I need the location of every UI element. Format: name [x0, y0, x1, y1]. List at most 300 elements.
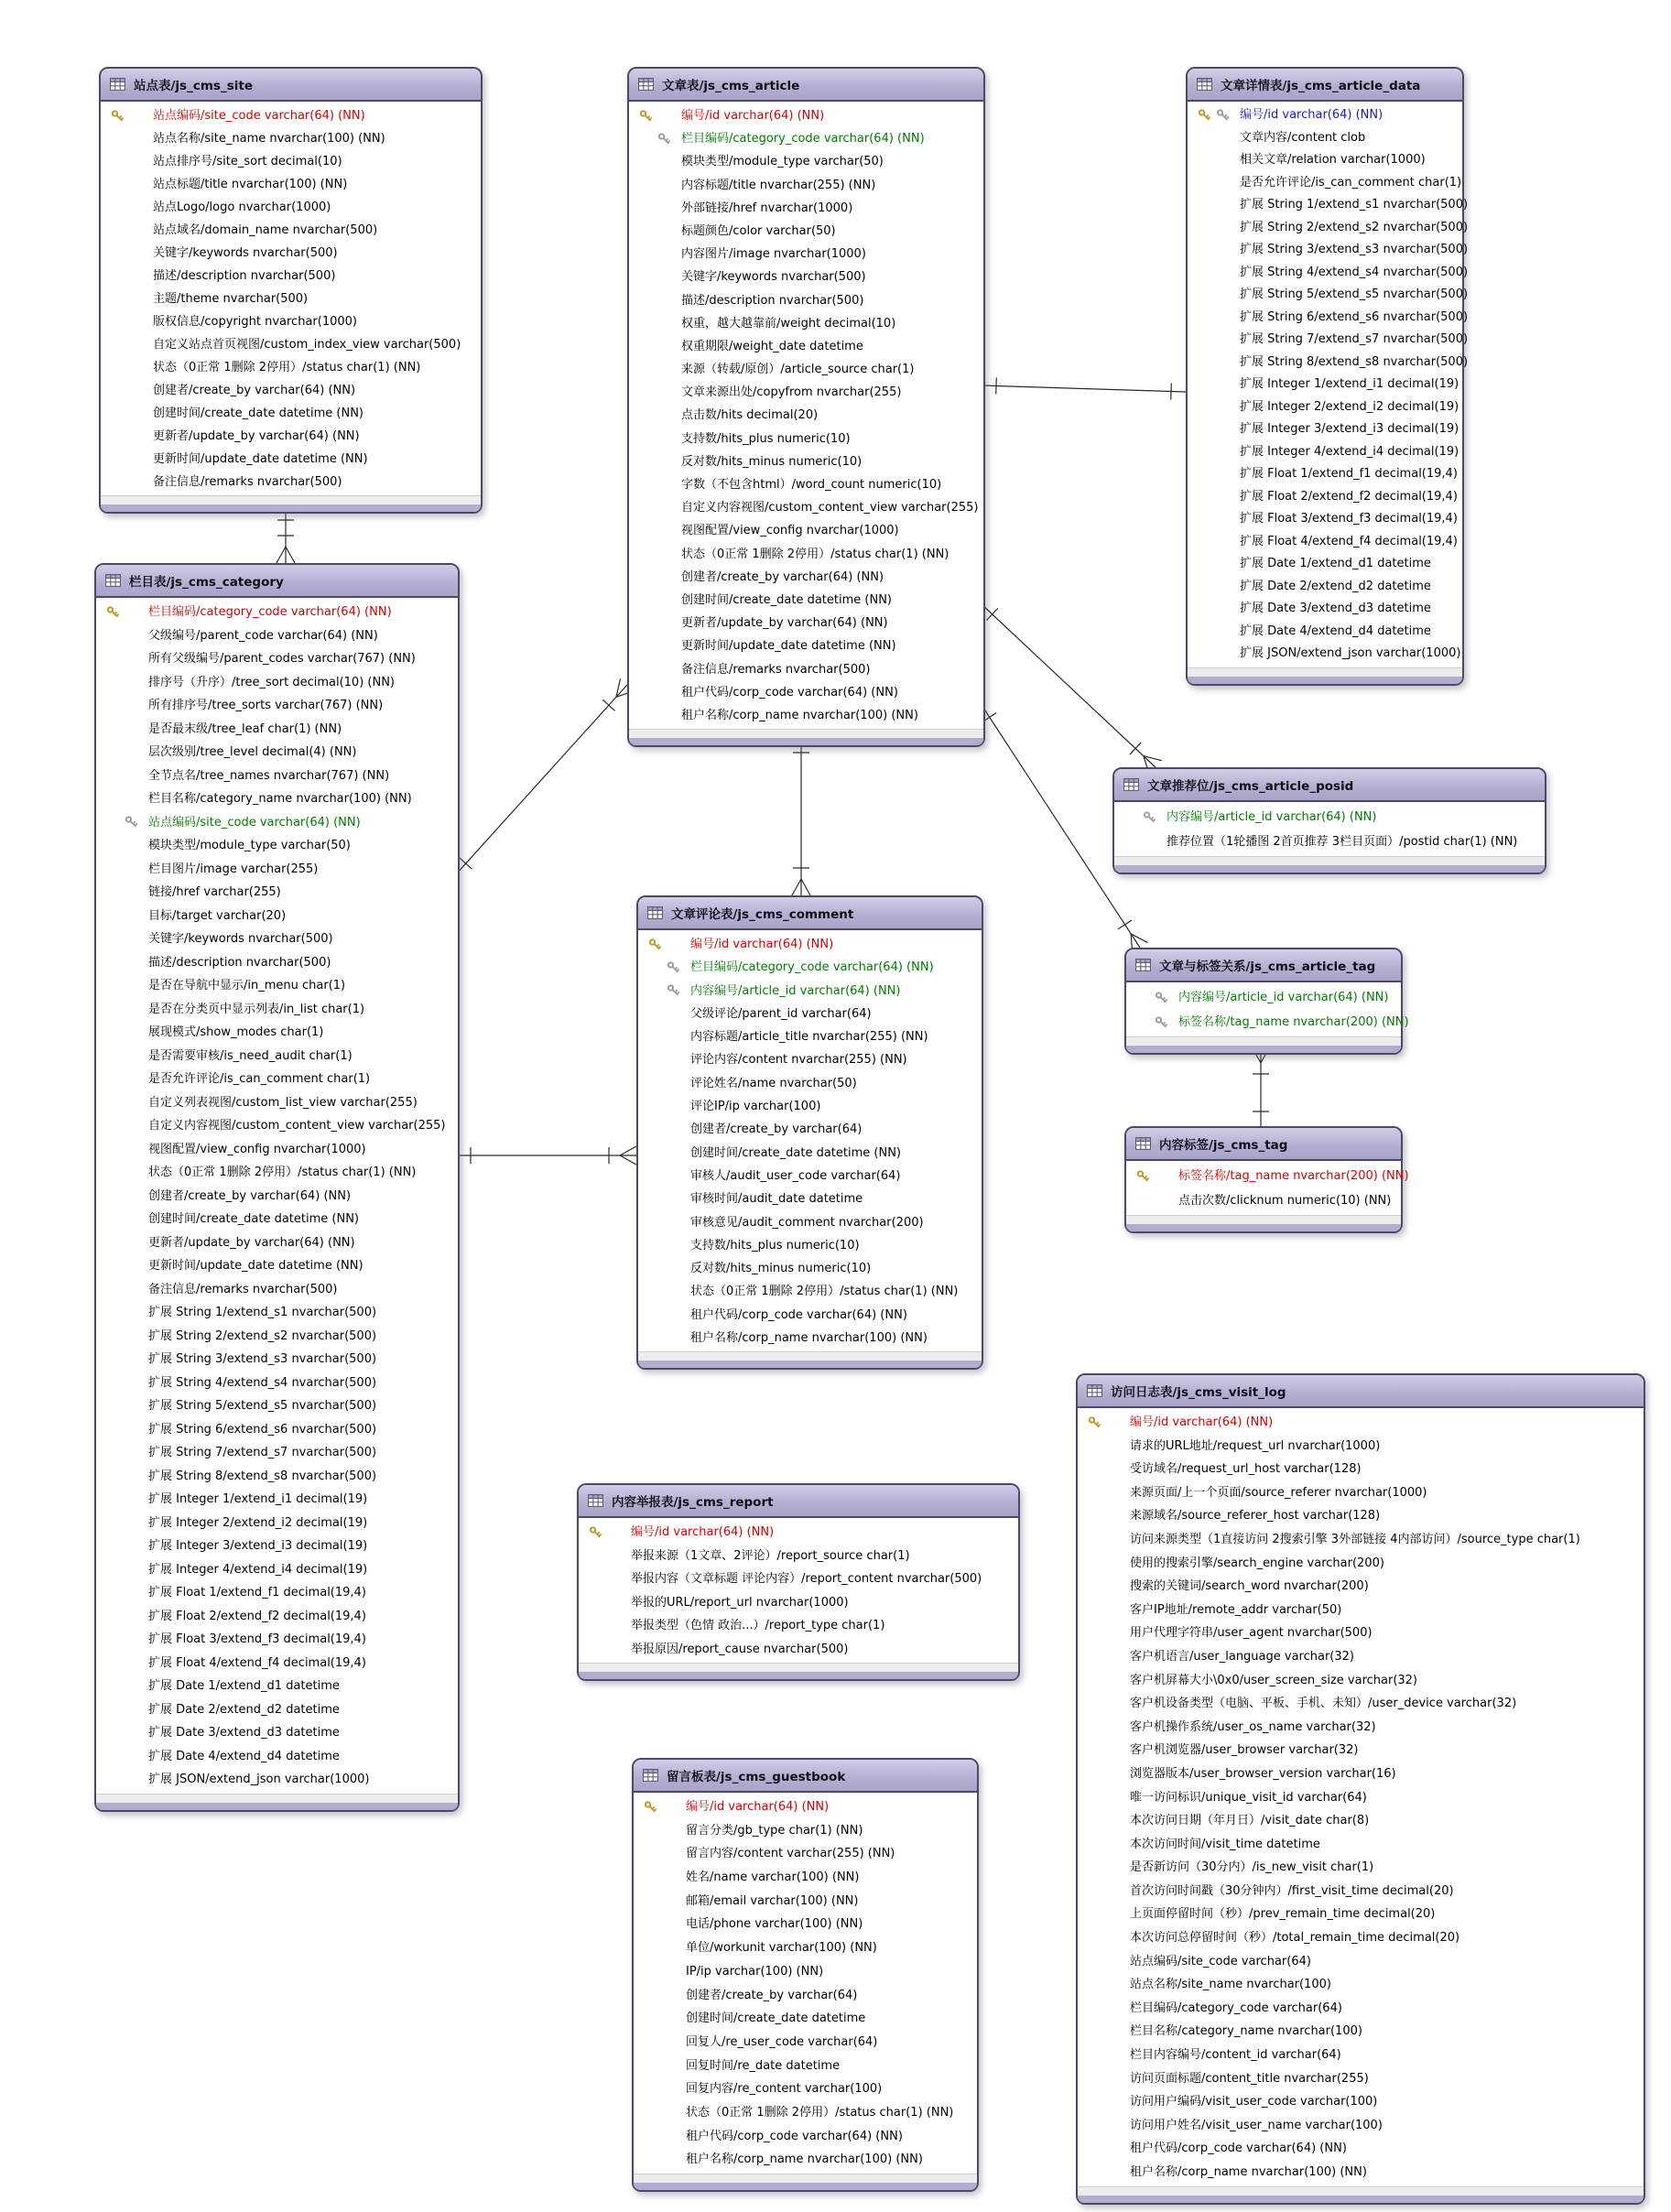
field-text: 扩展 Integer 1/extend_i1 decimal(19) — [1240, 377, 1459, 391]
field-row — [101, 127, 481, 150]
field-row — [629, 381, 983, 404]
table-report[interactable] — [577, 1483, 1020, 1681]
primary-key-icon — [1088, 1415, 1101, 1429]
field-text: 栏目名称/category_name nvarchar(100) (NN) — [148, 792, 412, 806]
field-row — [579, 1638, 1018, 1662]
field-row — [96, 1418, 458, 1442]
field-text: 自定义内容视图/custom_content_view varchar(255) — [148, 1119, 446, 1133]
field-text: 扩展 Date 4/extend_d4 datetime — [148, 1749, 340, 1763]
field-row — [638, 1187, 982, 1210]
field-text: 访问用户编码/visit_user_code varchar(100) — [1130, 2095, 1378, 2109]
field-text: 扩展 Float 2/extend_f2 decimal(19,4) — [1240, 489, 1458, 504]
foreign-key-icon — [667, 984, 680, 998]
field-text: 备注信息/remarks nvarchar(500) — [153, 475, 342, 489]
field-text: 编号/id varchar(64) (NN) — [681, 109, 825, 123]
field-row — [101, 333, 481, 356]
table-header[interactable] — [1126, 949, 1401, 982]
field-row — [96, 834, 458, 858]
field-row — [1078, 1880, 1644, 1903]
table-icon — [1135, 959, 1151, 971]
table-header[interactable] — [1188, 69, 1462, 102]
field-row — [96, 1231, 458, 1255]
field-row — [1188, 374, 1462, 396]
field-row — [638, 1025, 982, 1048]
field-row — [1188, 576, 1462, 599]
field-text: 反对数/hits_minus numeric(10) — [690, 1262, 872, 1276]
field-row — [1126, 1188, 1401, 1213]
field-text: 举报的URL/report_url nvarchar(1000) — [631, 1595, 849, 1610]
table-fields — [629, 102, 983, 729]
foreign-key-icon — [125, 816, 138, 830]
field-row — [629, 589, 983, 612]
field-text: 权重，越大越靠前/weight decimal(10) — [681, 316, 896, 331]
field-row — [1078, 2020, 1644, 2044]
field-text: 举报内容（文章标题 评论内容）/report_content nvarchar(500) — [631, 1572, 982, 1586]
field-text: 相关文章/relation varchar(1000) — [1240, 153, 1426, 167]
relation-category-article — [456, 678, 634, 874]
field-text: 首次访问时间戳（30分钟内）/first_visit_time decimal(20) — [1130, 1883, 1454, 1898]
table-footer — [629, 729, 983, 745]
field-text: 内容标题/title nvarchar(255) (NN) — [681, 178, 876, 192]
field-row — [629, 289, 983, 312]
table-title: 文章表/js_cms_article — [662, 79, 800, 93]
field-text: 状态（0正常 1删除 2停用）/status char(1) (NN) — [681, 547, 949, 561]
field-text: 评论内容/content nvarchar(255) (NN) — [690, 1053, 907, 1068]
field-text: 所有排序号/tree_sorts varchar(767) (NN) — [148, 699, 384, 712]
table-icon — [1197, 78, 1212, 91]
field-row — [101, 448, 481, 471]
field-row — [1078, 1552, 1644, 1576]
field-text: 扩展 Integer 4/extend_i4 decimal(19) — [1240, 444, 1459, 459]
table-header[interactable] — [629, 69, 983, 102]
field-text: 内容标题/article_title nvarchar(255) (NN) — [690, 1030, 928, 1045]
field-text: 评论IP/ip varchar(100) — [690, 1100, 821, 1114]
table-title: 栏目表/js_cms_category — [129, 575, 284, 590]
field-row — [1188, 486, 1462, 509]
field-text: 备注信息/remarks nvarchar(500) — [148, 1282, 338, 1296]
table-header[interactable] — [1114, 769, 1545, 802]
field-text: 视图配置/view_config nvarchar(1000) — [681, 524, 899, 538]
field-row — [1188, 396, 1462, 419]
field-text: 模块类型/module_type varchar(50) — [681, 155, 884, 169]
field-text: 扩展 Float 1/extend_f1 decimal(19,4) — [1240, 467, 1458, 481]
field-row — [1126, 985, 1401, 1010]
field-text: 创建者/create_by varchar(64) (NN) — [153, 384, 356, 397]
table-icon — [638, 78, 654, 91]
field-text: 扩展 String 3/extend_s3 nvarchar(500) — [148, 1352, 377, 1366]
field-row — [1188, 239, 1469, 262]
table-header[interactable] — [579, 1485, 1018, 1518]
field-text: 层次级别/tree_level decimal(4) (NN) — [148, 745, 357, 759]
field-row — [96, 974, 458, 998]
field-row — [96, 1372, 458, 1395]
field-row — [579, 1591, 1018, 1615]
field-text: 文章内容/content clob — [1240, 130, 1366, 145]
table-article_posid[interactable] — [1112, 767, 1546, 874]
field-row — [638, 956, 982, 979]
table-title: 文章推荐位/js_cms_article_posid — [1147, 779, 1354, 794]
field-text: 姓名/name varchar(100) (NN) — [686, 1870, 860, 1885]
field-text: 备注信息/remarks nvarchar(500) — [681, 662, 871, 677]
table-icon — [588, 1494, 603, 1507]
field-text: 访问来源类型（1直接访问 2搜索引擎 3外部链接 4内部访问）/source_type char(1) — [1130, 1532, 1580, 1546]
relation-article-comment — [792, 738, 810, 895]
field-text: 扩展 Integer 2/extend_i2 decimal(19) — [148, 1515, 368, 1530]
field-row — [101, 310, 481, 333]
field-text: 扩展 Float 3/extend_f3 decimal(19,4) — [1240, 512, 1458, 526]
relation-tag-articletag — [1252, 1046, 1270, 1126]
field-row — [629, 519, 983, 542]
field-row — [101, 265, 481, 287]
field-row — [101, 173, 481, 196]
field-row — [629, 704, 983, 727]
field-row — [629, 266, 983, 288]
field-row — [96, 647, 458, 671]
field-text: 状态（0正常 1删除 2停用）/status char(1) (NN) — [690, 1285, 959, 1299]
field-row — [638, 1304, 982, 1327]
table-footer — [1126, 1215, 1401, 1231]
field-text: 展现模式/show_modes char(1) — [148, 1025, 324, 1039]
field-row — [96, 624, 458, 648]
field-row — [634, 1960, 977, 1984]
field-text: 是否需要审核/is_need_audit char(1) — [148, 1048, 353, 1063]
field-text: 扩展 Integer 1/extend_i1 decimal(19) — [148, 1492, 368, 1506]
field-row — [96, 1768, 458, 1792]
table-header[interactable] — [634, 1760, 977, 1793]
field-row — [579, 1614, 1018, 1638]
field-row — [1188, 217, 1469, 240]
table-title: 文章与标签关系/js_cms_article_tag — [1159, 960, 1376, 974]
field-row — [1078, 2090, 1644, 2114]
field-text: 扩展 Integer 3/extend_i3 decimal(19) — [1240, 422, 1459, 436]
field-row — [638, 1118, 982, 1141]
field-row — [1188, 172, 1462, 195]
field-text: 上页面停留时间（秒）/prev_remain_time decimal(20) — [1130, 1907, 1436, 1922]
field-row — [1126, 1164, 1409, 1188]
table-category[interactable] — [94, 563, 460, 1812]
field-row — [101, 471, 481, 493]
field-text: 编号/id varchar(64) (NN) — [1240, 108, 1383, 122]
field-row — [1078, 1739, 1644, 1762]
relation-article-posid — [982, 604, 1162, 774]
field-row — [629, 496, 983, 519]
field-text: 站点排序号/site_sort decimal(10) — [153, 155, 342, 168]
field-text: 栏目名称/category_name nvarchar(100) — [1130, 2024, 1362, 2039]
field-row — [638, 1211, 982, 1234]
field-row — [96, 1488, 458, 1512]
field-row — [638, 1095, 982, 1118]
field-row — [638, 1003, 982, 1025]
field-row — [1078, 1973, 1644, 1997]
field-row — [629, 473, 983, 496]
table-title: 内容标签/js_cms_tag — [1159, 1138, 1288, 1153]
field-text: IP/ip varchar(100) (NN) — [686, 1964, 824, 1979]
table-header[interactable] — [96, 565, 458, 598]
foreign-key-icon — [1216, 109, 1230, 123]
field-text: 扩展 Float 1/extend_f1 decimal(19,4) — [148, 1586, 366, 1599]
field-text: 扩展 Integer 3/extend_i3 decimal(19) — [148, 1539, 368, 1553]
field-row — [634, 2031, 977, 2055]
field-text: 租户代码/corp_code varchar(64) (NN) — [690, 1307, 907, 1322]
field-row — [96, 1721, 458, 1745]
field-text: 主题/theme nvarchar(500) — [153, 292, 309, 306]
field-row — [96, 1652, 458, 1675]
field-text: 扩展 Date 1/extend_d1 datetime — [1240, 557, 1431, 570]
field-row — [1188, 508, 1462, 531]
field-text: 状态（0正常 1删除 2停用）/status char(1) (NN) — [148, 1166, 417, 1179]
field-row — [579, 1521, 1018, 1545]
table-fields — [579, 1518, 1018, 1663]
field-row — [629, 634, 983, 657]
field-row — [629, 220, 983, 243]
field-row — [101, 356, 481, 379]
field-text: 更新者/update_by varchar(64) (NN) — [681, 616, 888, 631]
field-row — [638, 980, 982, 1003]
field-text: 客户机语言/user_language varchar(32) — [1130, 1649, 1354, 1664]
field-text: 扩展 Date 2/extend_d2 datetime — [1240, 579, 1431, 593]
field-row — [1078, 1692, 1644, 1716]
field-text: 请求的URL地址/request_url nvarchar(1000) — [1130, 1438, 1381, 1453]
table-site[interactable] — [99, 67, 483, 514]
field-text: 租户代码/corp_code varchar(64) (NN) — [1130, 2142, 1347, 2156]
field-row — [96, 1045, 458, 1068]
field-row — [1188, 418, 1462, 441]
field-text: 留言分类/gb_type char(1) (NN) — [686, 1823, 863, 1838]
field-text: 栏目编码/category_code varchar(64) — [1130, 2001, 1342, 2015]
table-footer — [1114, 856, 1545, 873]
field-text: 关键字/keywords nvarchar(500) — [148, 932, 333, 946]
field-text: 扩展 String 1/extend_s1 nvarchar(500) — [148, 1306, 377, 1319]
field-text: 栏目图片/image varchar(255) — [148, 862, 319, 876]
field-text: 回复内容/re_content varchar(100) — [686, 2082, 883, 2097]
table-fields — [1078, 1408, 1644, 2186]
field-row — [96, 1185, 458, 1209]
field-row — [96, 787, 458, 811]
field-row — [1188, 329, 1469, 352]
field-row — [579, 1567, 1018, 1591]
primary-key-icon — [1198, 109, 1211, 123]
field-row — [629, 243, 983, 266]
field-row — [96, 1278, 458, 1302]
field-row — [96, 951, 458, 975]
table-article_tag[interactable] — [1124, 948, 1409, 1055]
primary-key-icon — [644, 1800, 657, 1814]
field-row — [96, 1254, 458, 1278]
field-text: 扩展 Float 4/extend_f4 decimal(19,4) — [148, 1655, 366, 1670]
field-text: 扩展 JSON/extend_json varchar(1000) — [1240, 646, 1461, 660]
field-text: 租户名称/corp_name nvarchar(100) (NN) — [686, 2152, 923, 2167]
field-row — [1078, 1950, 1644, 1974]
field-text: 来源页面/上一个页面/source_referer nvarchar(1000) — [1130, 1485, 1427, 1500]
field-text: 本次访问时间/visit_time datetime — [1130, 1837, 1320, 1851]
field-text: 权重期限/weight_date datetime — [681, 339, 863, 353]
table-article_data[interactable] — [1186, 67, 1469, 686]
field-row — [96, 1394, 458, 1418]
field-row — [1078, 1809, 1644, 1833]
field-row — [96, 1558, 458, 1582]
field-text: 是否允许评论/is_can_comment char(1) — [148, 1072, 371, 1086]
table-guestbook[interactable] — [632, 1758, 979, 2192]
field-text: 推荐位置（1轮播图 2首页推荐 3栏目页面）/postid char(1) (NN) — [1166, 835, 1518, 849]
field-text: 来源域名/source_referer_host varchar(128) — [1130, 1509, 1381, 1523]
table-footer — [634, 2174, 977, 2190]
field-text: 扩展 Date 3/extend_d3 datetime — [148, 1726, 340, 1740]
relation-category-comment — [456, 1146, 636, 1165]
field-text: 站点标题/title nvarchar(100) (NN) — [153, 178, 348, 191]
field-text: 扩展 String 4/extend_s4 nvarchar(500) — [1240, 265, 1469, 279]
field-row — [1078, 1575, 1644, 1599]
field-text: 状态（0正常 1删除 2停用）/status char(1) (NN) — [686, 2105, 954, 2120]
field-text: 点击次数/clicknum numeric(10) (NN) — [1178, 1194, 1392, 1208]
field-row — [101, 150, 481, 173]
field-text: 站点编码/site_code varchar(64) (NN) — [148, 815, 361, 830]
field-row — [96, 1441, 458, 1465]
table-fields — [1114, 802, 1545, 856]
field-row — [634, 2101, 977, 2125]
table-footer — [96, 1794, 458, 1810]
table-fields — [1188, 102, 1469, 667]
field-text: 客户机屏幕大小\0x0/user_screen_size varchar(32) — [1130, 1673, 1418, 1687]
field-text: 所有父级编号/parent_codes varchar(767) (NN) — [148, 652, 416, 666]
field-row — [638, 1234, 982, 1257]
field-row — [101, 379, 481, 402]
field-row — [96, 927, 458, 951]
field-text: 全节点名/tree_names nvarchar(767) (NN) — [148, 768, 390, 783]
foreign-key-icon — [1155, 1015, 1168, 1029]
field-row — [96, 1512, 458, 1535]
field-row — [96, 1138, 458, 1162]
field-text: 扩展 String 6/extend_s6 nvarchar(500) — [1240, 309, 1469, 324]
field-text: 内容图片/image nvarchar(1000) — [681, 247, 866, 262]
field-text: 举报类型（色情 政治...）/report_type char(1) — [631, 1619, 885, 1632]
field-row — [629, 174, 983, 197]
table-visit_log[interactable] — [1076, 1373, 1645, 2205]
field-text: 视图配置/view_config nvarchar(1000) — [148, 1142, 366, 1156]
field-text: 反对数/hits_minus numeric(10) — [681, 454, 863, 469]
field-row — [96, 1068, 458, 1091]
field-row — [1078, 1599, 1644, 1622]
table-header[interactable] — [101, 69, 481, 102]
field-text: 标签名称/tag_name nvarchar(200) (NN) — [1178, 1169, 1409, 1183]
field-row — [96, 905, 458, 928]
field-text: 扩展 Date 2/extend_d2 datetime — [148, 1702, 340, 1717]
field-row — [629, 566, 983, 589]
primary-key-icon — [639, 109, 653, 123]
field-text: 扩展 String 2/extend_s2 nvarchar(500) — [1240, 220, 1469, 234]
table-footer — [579, 1663, 1018, 1679]
field-text: 栏目内容编号/content_id varchar(64) — [1130, 2048, 1341, 2063]
field-text: 扩展 Date 4/extend_d4 datetime — [1240, 623, 1431, 638]
table-icon — [1123, 778, 1139, 791]
field-row — [634, 1819, 977, 1843]
table-tag[interactable] — [1124, 1126, 1409, 1233]
field-text: 是否在分类页中显示列表/in_list char(1) — [148, 1002, 365, 1016]
field-text: 电话/phone varchar(100) (NN) — [686, 1917, 863, 1932]
field-row — [1078, 1528, 1644, 1552]
field-text: 关键字/keywords nvarchar(500) — [681, 270, 866, 285]
primary-key-icon — [106, 605, 120, 619]
field-row — [101, 425, 481, 448]
field-text: 自定义列表视图/custom_list_view varchar(255) — [148, 1095, 418, 1110]
field-text: 状态（0正常 1删除 2停用）/status char(1) (NN) — [153, 361, 421, 374]
field-row — [96, 671, 458, 695]
field-row — [101, 402, 481, 425]
foreign-key-icon — [1155, 991, 1168, 1004]
field-row — [638, 933, 982, 956]
field-row — [634, 1866, 977, 1890]
field-text: 用户代理字符串/user_agent nvarchar(500) — [1130, 1626, 1373, 1641]
table-comment[interactable] — [636, 895, 983, 1370]
field-text: 是否在导航中显示/in_menu char(1) — [148, 979, 346, 992]
field-text: 扩展 Date 1/extend_d1 datetime — [148, 1679, 340, 1693]
field-text: 单位/workunit varchar(100) (NN) — [686, 1941, 877, 1956]
field-row — [1078, 1621, 1644, 1645]
field-text: 模块类型/module_type varchar(50) — [148, 839, 351, 852]
field-row — [579, 1545, 1018, 1568]
table-fields — [638, 930, 982, 1351]
field-row — [1188, 531, 1462, 554]
field-text: 更新者/update_by varchar(64) (NN) — [153, 429, 360, 443]
table-article[interactable] — [627, 67, 985, 747]
field-row — [1078, 1435, 1644, 1458]
foreign-key-icon — [1143, 810, 1156, 824]
field-row — [96, 881, 458, 905]
table-fields — [101, 102, 481, 495]
field-row — [629, 197, 983, 220]
field-text: 内容编号/article_id varchar(64) (NN) — [1166, 810, 1377, 824]
field-row — [1078, 1786, 1644, 1810]
table-fields — [96, 598, 458, 1794]
field-text: 是否新访问（30分内）/is_new_visit char(1) — [1130, 1860, 1374, 1875]
field-row — [1078, 2137, 1644, 2161]
relation-site-category — [277, 505, 295, 563]
field-text: 扩展 String 7/extend_s7 nvarchar(500) — [148, 1446, 377, 1459]
field-row — [96, 1534, 458, 1558]
field-row — [634, 2077, 977, 2101]
field-row — [1188, 149, 1462, 172]
field-text: 内容编号/article_id varchar(64) (NN) — [690, 983, 901, 998]
field-text: 站点域名/domain_name nvarchar(500) — [153, 223, 378, 237]
field-row — [96, 694, 458, 718]
field-text: 扩展 Float 4/extend_f4 decimal(19,4) — [1240, 534, 1458, 548]
field-text: 访问页面标题/content_title nvarchar(255) — [1130, 2071, 1369, 2086]
field-text: 扩展 String 5/extend_s5 nvarchar(500) — [1240, 287, 1469, 301]
field-row — [96, 1581, 458, 1605]
table-title: 内容举报表/js_cms_report — [612, 1495, 774, 1510]
field-row — [96, 1465, 458, 1489]
field-text: 来源（转载/原创）/article_source char(1) — [681, 363, 915, 377]
table-header[interactable] — [1078, 1375, 1644, 1408]
table-footer — [638, 1351, 982, 1368]
field-row — [1188, 621, 1462, 644]
field-text: 更新者/update_by varchar(64) (NN) — [148, 1235, 355, 1250]
field-row — [638, 1257, 982, 1280]
field-text: 扩展 String 2/extend_s2 nvarchar(500) — [148, 1328, 377, 1343]
field-text: 扩展 String 7/extend_s7 nvarchar(500) — [1240, 332, 1469, 346]
field-text: 站点名称/site_name nvarchar(100) (NN) — [153, 132, 385, 146]
field-text: 是否最末级/tree_leaf char(1) (NN) — [148, 721, 342, 736]
field-row — [1188, 284, 1469, 307]
field-text: 创建时间/create_date datetime (NN) — [148, 1212, 360, 1226]
table-header[interactable] — [638, 897, 982, 930]
table-header[interactable] — [1126, 1128, 1401, 1161]
field-text: 站点名称/site_name nvarchar(100) — [1130, 1978, 1331, 1992]
field-text: 点击数/hits decimal(20) — [681, 408, 819, 423]
field-row — [96, 1301, 458, 1325]
field-text: 创建者/create_by varchar(64) (NN) — [148, 1188, 352, 1203]
field-text: 审核意见/audit_comment nvarchar(200) — [690, 1215, 924, 1230]
field-text: 访问用户姓名/visit_user_name varchar(100) — [1130, 2118, 1383, 2132]
